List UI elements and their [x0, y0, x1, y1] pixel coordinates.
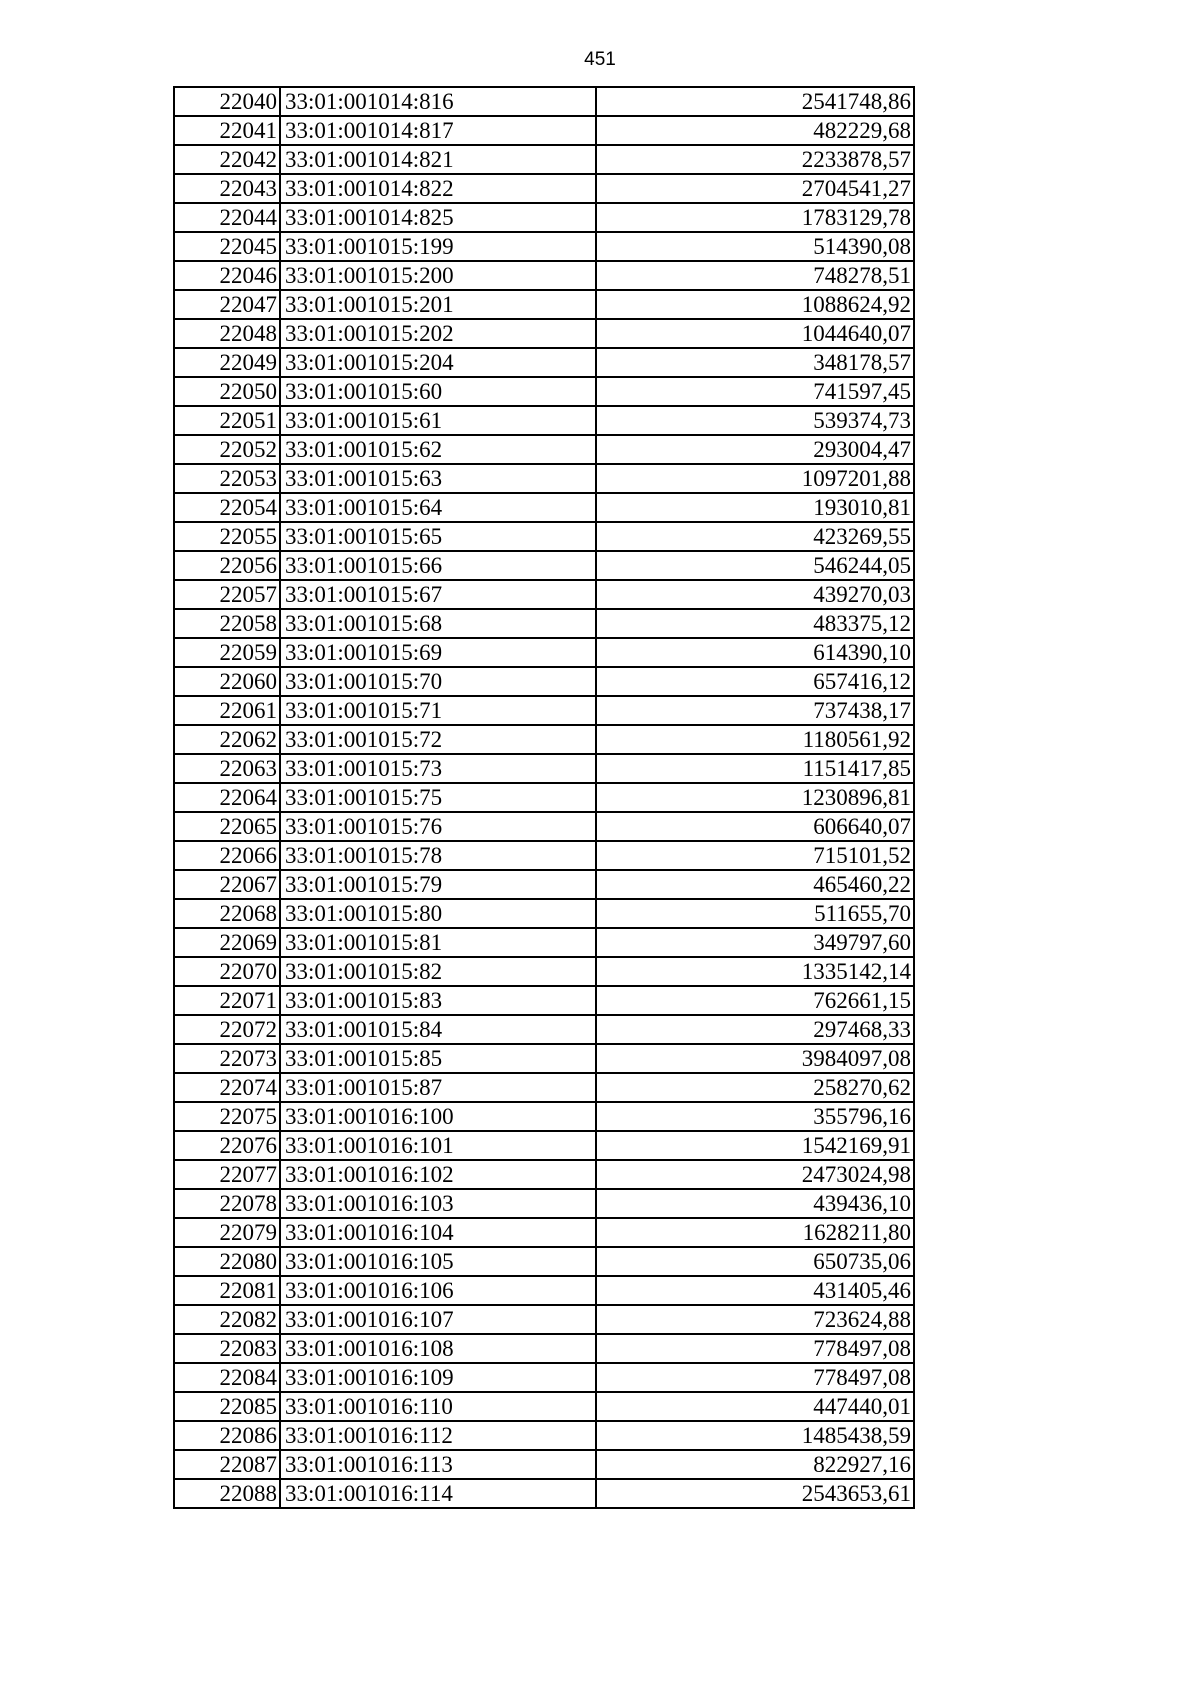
row-number-cell: 22059: [174, 638, 280, 667]
cadastral-number-cell: 33:01:001015:87: [280, 1073, 596, 1102]
row-number-cell: 22043: [174, 174, 280, 203]
cadastral-number-cell: 33:01:001016:101: [280, 1131, 596, 1160]
cadastral-value-cell: 297468,33: [596, 1015, 914, 1044]
table-row: [174, 754, 914, 783]
cadastral-number-cell: 33:01:001015:200: [280, 261, 596, 290]
table-row: [174, 406, 914, 435]
cadastral-value-cell: 1230896,81: [596, 783, 914, 812]
cadastral-value-cell: 482229,68: [596, 116, 914, 145]
table-row: [174, 1450, 914, 1479]
cadastral-number-cell: 33:01:001015:76: [280, 812, 596, 841]
row-number-cell: 22075: [174, 1102, 280, 1131]
row-number-cell: 22061: [174, 696, 280, 725]
row-number-cell: 22070: [174, 957, 280, 986]
table-row: [174, 1015, 914, 1044]
cadastral-number-cell: 33:01:001015:79: [280, 870, 596, 899]
cadastral-number-cell: 33:01:001014:816: [280, 87, 596, 116]
cadastral-value-cell: 431405,46: [596, 1276, 914, 1305]
row-number-cell: 22076: [174, 1131, 280, 1160]
cadastral-value-cell: 822927,16: [596, 1450, 914, 1479]
table-row: [174, 638, 914, 667]
row-number-cell: 22055: [174, 522, 280, 551]
row-number-cell: 22066: [174, 841, 280, 870]
table-row: [174, 696, 914, 725]
cadastral-value-cell: 741597,45: [596, 377, 914, 406]
cadastral-number-cell: 33:01:001016:105: [280, 1247, 596, 1276]
row-number-cell: 22064: [174, 783, 280, 812]
table-row: [174, 261, 914, 290]
cadastral-number-cell: 33:01:001015:78: [280, 841, 596, 870]
cadastral-number-cell: 33:01:001015:68: [280, 609, 596, 638]
row-number-cell: 22058: [174, 609, 280, 638]
cadastral-number-cell: 33:01:001015:85: [280, 1044, 596, 1073]
table-row: [174, 1044, 914, 1073]
cadastral-number-cell: 33:01:001016:108: [280, 1334, 596, 1363]
cadastral-value-cell: 514390,08: [596, 232, 914, 261]
row-number-cell: 22063: [174, 754, 280, 783]
cadastral-number-cell: 33:01:001015:204: [280, 348, 596, 377]
cadastral-number-cell: 33:01:001015:67: [280, 580, 596, 609]
cadastral-value-cell: 657416,12: [596, 667, 914, 696]
cadastral-value-cell: 546244,05: [596, 551, 914, 580]
page-number: 451: [584, 49, 616, 70]
table-row: [174, 1131, 914, 1160]
cadastral-value-cell: 423269,55: [596, 522, 914, 551]
cadastral-value-cell: 483375,12: [596, 609, 914, 638]
cadastral-number-cell: 33:01:001015:73: [280, 754, 596, 783]
cadastral-value-cell: 1097201,88: [596, 464, 914, 493]
cadastral-number-cell: 33:01:001016:104: [280, 1218, 596, 1247]
row-number-cell: 22052: [174, 435, 280, 464]
table-row: [174, 812, 914, 841]
table-row: [174, 116, 914, 145]
row-number-cell: 22078: [174, 1189, 280, 1218]
cadastral-number-cell: 33:01:001014:825: [280, 203, 596, 232]
table-row: [174, 174, 914, 203]
row-number-cell: 22072: [174, 1015, 280, 1044]
table-row: [174, 1102, 914, 1131]
cadastral-number-cell: 33:01:001015:71: [280, 696, 596, 725]
cadastral-number-cell: 33:01:001015:201: [280, 290, 596, 319]
cadastral-number-cell: 33:01:001015:81: [280, 928, 596, 957]
table-row: [174, 203, 914, 232]
cadastral-value-cell: 1542169,91: [596, 1131, 914, 1160]
cadastral-value-cell: 439270,03: [596, 580, 914, 609]
row-number-cell: 22067: [174, 870, 280, 899]
row-number-cell: 22065: [174, 812, 280, 841]
cadastral-number-cell: 33:01:001016:112: [280, 1421, 596, 1450]
cadastral-value-cell: 715101,52: [596, 841, 914, 870]
table-row: [174, 493, 914, 522]
row-number-cell: 22079: [174, 1218, 280, 1247]
table-row: [174, 609, 914, 638]
row-number-cell: 22080: [174, 1247, 280, 1276]
table-row: [174, 1073, 914, 1102]
cadastral-number-cell: 33:01:001016:114: [280, 1479, 596, 1508]
table-row: [174, 870, 914, 899]
table-row: [174, 145, 914, 174]
cadastral-number-cell: 33:01:001016:113: [280, 1450, 596, 1479]
row-number-cell: 22047: [174, 290, 280, 319]
row-number-cell: 22049: [174, 348, 280, 377]
row-number-cell: 22041: [174, 116, 280, 145]
cadastral-number-cell: 33:01:001015:66: [280, 551, 596, 580]
table-row: [174, 1479, 914, 1508]
cadastral-value-cell: 2704541,27: [596, 174, 914, 203]
row-number-cell: 22082: [174, 1305, 280, 1334]
table-row: [174, 899, 914, 928]
table-row: [174, 667, 914, 696]
table-row: [174, 1189, 914, 1218]
table-row: [174, 1218, 914, 1247]
cadastral-number-cell: 33:01:001015:83: [280, 986, 596, 1015]
cadastral-number-cell: 33:01:001016:106: [280, 1276, 596, 1305]
cadastral-number-cell: 33:01:001015:64: [280, 493, 596, 522]
row-number-cell: 22069: [174, 928, 280, 957]
cadastral-value-cell: 439436,10: [596, 1189, 914, 1218]
cadastral-value-cell: 650735,06: [596, 1247, 914, 1276]
row-number-cell: 22048: [174, 319, 280, 348]
cadastral-value-cell: 723624,88: [596, 1305, 914, 1334]
table-row: [174, 87, 914, 116]
row-number-cell: 22071: [174, 986, 280, 1015]
cadastral-value-cell: 447440,01: [596, 1392, 914, 1421]
row-number-cell: 22060: [174, 667, 280, 696]
row-number-cell: 22044: [174, 203, 280, 232]
table-row: [174, 1334, 914, 1363]
table-row: [174, 435, 914, 464]
row-number-cell: 22086: [174, 1421, 280, 1450]
row-number-cell: 22046: [174, 261, 280, 290]
table-row: [174, 783, 914, 812]
table-row: [174, 1421, 914, 1450]
cadastral-number-cell: 33:01:001015:199: [280, 232, 596, 261]
cadastral-number-cell: 33:01:001015:82: [280, 957, 596, 986]
cadastral-value-cell: 778497,08: [596, 1334, 914, 1363]
cadastral-value-cell: 1180561,92: [596, 725, 914, 754]
cadastral-number-cell: 33:01:001015:72: [280, 725, 596, 754]
table-row: [174, 1392, 914, 1421]
cadastral-value-cell: 606640,07: [596, 812, 914, 841]
cadastral-value-cell: 1783129,78: [596, 203, 914, 232]
row-number-cell: 22040: [174, 87, 280, 116]
cadastral-number-cell: 33:01:001016:110: [280, 1392, 596, 1421]
cadastral-number-cell: 33:01:001015:62: [280, 435, 596, 464]
table-row: [174, 377, 914, 406]
row-number-cell: 22077: [174, 1160, 280, 1189]
row-number-cell: 22074: [174, 1073, 280, 1102]
cadastral-value-cell: 355796,16: [596, 1102, 914, 1131]
table-row: [174, 841, 914, 870]
cadastral-number-cell: 33:01:001015:61: [280, 406, 596, 435]
cadastral-value-cell: 1088624,92: [596, 290, 914, 319]
cadastral-number-cell: 33:01:001015:75: [280, 783, 596, 812]
cadastral-number-cell: 33:01:001015:202: [280, 319, 596, 348]
cadastral-number-cell: 33:01:001016:109: [280, 1363, 596, 1392]
cadastral-value-cell: 778497,08: [596, 1363, 914, 1392]
cadastral-value-cell: 293004,47: [596, 435, 914, 464]
cadastral-number-cell: 33:01:001015:70: [280, 667, 596, 696]
cadastral-number-cell: 33:01:001015:65: [280, 522, 596, 551]
cadastral-value-cell: 349797,60: [596, 928, 914, 957]
cadastral-value-cell: 193010,81: [596, 493, 914, 522]
table-row: [174, 290, 914, 319]
row-number-cell: 22088: [174, 1479, 280, 1508]
row-number-cell: 22056: [174, 551, 280, 580]
cadastral-number-cell: 33:01:001015:63: [280, 464, 596, 493]
table-row: [174, 580, 914, 609]
table-row: [174, 522, 914, 551]
cadastral-number-cell: 33:01:001016:102: [280, 1160, 596, 1189]
row-number-cell: 22042: [174, 145, 280, 174]
cadastral-value-cell: 348178,57: [596, 348, 914, 377]
row-number-cell: 22081: [174, 1276, 280, 1305]
table-row: [174, 986, 914, 1015]
table-row: [174, 464, 914, 493]
cadastral-value-cell: 2541748,86: [596, 87, 914, 116]
cadastral-value-cell: 1151417,85: [596, 754, 914, 783]
table-row: [174, 348, 914, 377]
table-row: [174, 551, 914, 580]
row-number-cell: 22062: [174, 725, 280, 754]
cadastral-value-cell: 539374,73: [596, 406, 914, 435]
table-row: [174, 1305, 914, 1334]
row-number-cell: 22057: [174, 580, 280, 609]
cadastral-value-cell: 258270,62: [596, 1073, 914, 1102]
cadastral-value-cell: 511655,70: [596, 899, 914, 928]
row-number-cell: 22045: [174, 232, 280, 261]
table-row: [174, 232, 914, 261]
row-number-cell: 22051: [174, 406, 280, 435]
cadastral-value-cell: 2543653,61: [596, 1479, 914, 1508]
cadastral-value-cell: 465460,22: [596, 870, 914, 899]
cadastral-value-cell: 737438,17: [596, 696, 914, 725]
cadastral-value-cell: 762661,15: [596, 986, 914, 1015]
table-row: [174, 1363, 914, 1392]
row-number-cell: 22083: [174, 1334, 280, 1363]
cadastral-number-cell: 33:01:001016:103: [280, 1189, 596, 1218]
table-row: [174, 319, 914, 348]
table-row: [174, 1276, 914, 1305]
cadastral-number-cell: 33:01:001015:69: [280, 638, 596, 667]
cadastral-number-cell: 33:01:001015:60: [280, 377, 596, 406]
cadastral-value-cell: 3984097,08: [596, 1044, 914, 1073]
row-number-cell: 22084: [174, 1363, 280, 1392]
row-number-cell: 22050: [174, 377, 280, 406]
cadastral-number-cell: 33:01:001016:100: [280, 1102, 596, 1131]
cadastral-number-cell: 33:01:001014:822: [280, 174, 596, 203]
cadastral-number-cell: 33:01:001016:107: [280, 1305, 596, 1334]
cadastral-value-cell: 1628211,80: [596, 1218, 914, 1247]
cadastral-number-cell: 33:01:001015:80: [280, 899, 596, 928]
cadastral-value-cell: 2473024,98: [596, 1160, 914, 1189]
table-row: [174, 957, 914, 986]
row-number-cell: 22053: [174, 464, 280, 493]
cadastral-value-cell: 1044640,07: [596, 319, 914, 348]
row-number-cell: 22087: [174, 1450, 280, 1479]
cadastral-value-cell: 748278,51: [596, 261, 914, 290]
cadastral-number-cell: 33:01:001014:817: [280, 116, 596, 145]
table-row: [174, 1247, 914, 1276]
cadastral-value-cell: 1485438,59: [596, 1421, 914, 1450]
row-number-cell: 22073: [174, 1044, 280, 1073]
cadastral-value-cell: 614390,10: [596, 638, 914, 667]
cadastral-number-cell: 33:01:001015:84: [280, 1015, 596, 1044]
table-row: [174, 928, 914, 957]
table-row: [174, 725, 914, 754]
row-number-cell: 22068: [174, 899, 280, 928]
table-row: [174, 1160, 914, 1189]
row-number-cell: 22085: [174, 1392, 280, 1421]
cadastral-value-cell: 2233878,57: [596, 145, 914, 174]
row-number-cell: 22054: [174, 493, 280, 522]
cadastral-number-cell: 33:01:001014:821: [280, 145, 596, 174]
table-body: [174, 87, 914, 1508]
cadastral-value-table: [173, 86, 915, 1509]
cadastral-value-cell: 1335142,14: [596, 957, 914, 986]
